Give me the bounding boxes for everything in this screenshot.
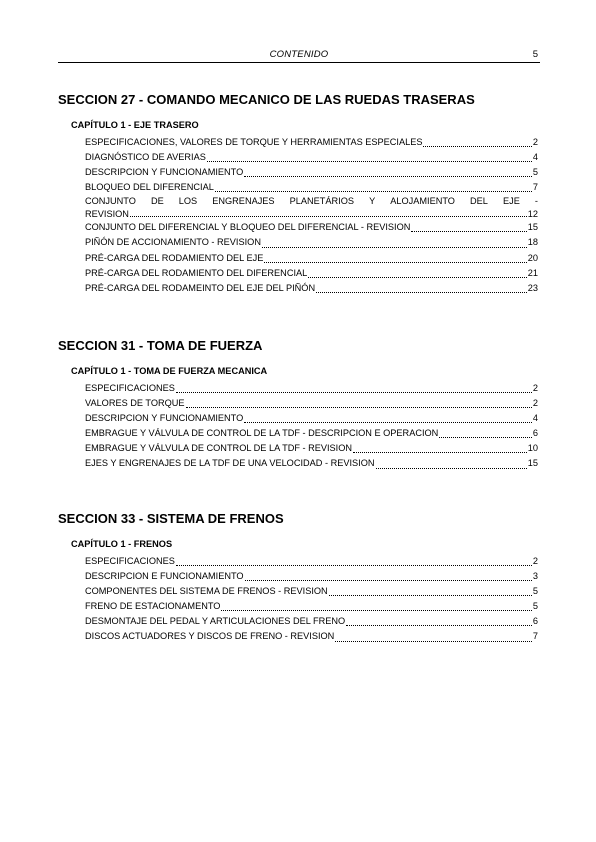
entry-text: CONJUNTO DEL DIFERENCIAL Y BLOQUEO DEL DIFERENCIAL - REVISION: [85, 222, 411, 233]
dot-leader: [262, 247, 527, 248]
entry-page: 3: [532, 571, 538, 582]
entry-page: 7: [532, 631, 538, 642]
section-title: SECCION 27 - COMANDO MECANICO DE LAS RUEDAS TRASERAS: [58, 92, 475, 107]
toc-entry[interactable]: [85, 629, 538, 644]
toc-entry[interactable]: [85, 235, 538, 250]
toc-entry[interactable]: [85, 220, 538, 235]
toc-entry[interactable]: [85, 381, 538, 396]
entry-word: Y: [369, 196, 376, 207]
dot-leader: [335, 641, 532, 642]
toc-entries: [85, 135, 538, 296]
toc-entry[interactable]: [85, 569, 538, 584]
entry-page: 2: [532, 398, 538, 409]
toc-entry[interactable]: [85, 456, 538, 471]
entry-page: 20: [527, 252, 538, 263]
toc-entry[interactable]: [85, 135, 538, 150]
entry-page: 5: [532, 167, 538, 178]
toc-entry[interactable]: [85, 266, 538, 281]
toc-entry[interactable]: [85, 281, 538, 296]
entry-text-line2: REVISION: [85, 208, 129, 219]
entry-text: BLOQUEO DEL DIFERENCIAL: [85, 182, 214, 193]
section-title: SECCION 33 - SISTEMA DE FRENOS: [58, 511, 284, 526]
entry-text: PRÉ-CARGA DEL RODAMIENTO DEL EJE: [85, 252, 264, 263]
toc-entry[interactable]: [85, 554, 538, 569]
entry-word: ENGRENAJES: [212, 196, 275, 207]
entry-page: 4: [532, 413, 538, 424]
entry-word: LOS: [178, 196, 198, 207]
entry-text: FRENO DE ESTACIONAMENTO: [85, 601, 221, 612]
toc-entry[interactable]: [85, 441, 538, 456]
dot-leader: [353, 452, 527, 453]
entry-text: VALORES DE TORQUE: [85, 398, 185, 409]
entry-page: 18: [527, 237, 538, 248]
dot-leader: [264, 262, 526, 263]
entry-text: EMBRAGUE Y VÁLVULA DE CONTROL DE LA TDF - DESCRIPCION E OPERACION: [85, 428, 439, 439]
chapter-title: CAPÍTULO 1 - TOMA DE FUERZA MECANICA: [71, 366, 268, 376]
toc-entry[interactable]: [85, 150, 538, 165]
entry-word: DEL: [470, 196, 488, 207]
toc-entry[interactable]: [85, 411, 538, 426]
entry-text: DIAGNÓSTICO DE AVERIAS: [85, 152, 206, 163]
dot-leader: [176, 392, 532, 393]
dot-leader: [439, 437, 532, 438]
dot-leader: [329, 595, 532, 596]
entry-page: 23: [527, 282, 538, 293]
entry-word: ALOJAMIENTO: [390, 196, 455, 207]
entry-text: DESCRIPCION Y FUNCIONAMIENTO: [85, 413, 244, 424]
header-title: CONTENIDO: [269, 49, 329, 60]
entry-page: 7: [532, 182, 538, 193]
dot-leader: [244, 422, 532, 423]
dot-leader: [221, 610, 531, 611]
entry-page: 10: [527, 443, 538, 454]
entry-text-line1: [85, 195, 538, 208]
header-page-number: 5: [532, 49, 538, 60]
dot-leader: [176, 565, 532, 566]
dot-leader: [316, 292, 527, 293]
entry-page: 2: [532, 383, 538, 393]
entry-page: 6: [532, 616, 538, 627]
dot-leader: [308, 277, 527, 278]
toc-entry[interactable]: [85, 195, 538, 220]
entry-word: -: [534, 196, 538, 207]
dot-leader: [186, 407, 532, 408]
entry-text: DISCOS ACTUADORES Y DISCOS DE FRENO - REVISION: [85, 631, 335, 642]
entry-page: 15: [527, 222, 538, 233]
entry-page: 12: [527, 208, 538, 219]
section-33: [58, 511, 540, 645]
entry-word: EJE: [502, 196, 520, 207]
toc-entry[interactable]: [85, 614, 538, 629]
toc-entry[interactable]: [85, 180, 538, 195]
chapter-title: CAPÍTULO 1 - EJE TRASERO: [71, 120, 199, 130]
toc-entries: [85, 554, 538, 645]
toc-entry[interactable]: [85, 165, 538, 180]
entry-page: 2: [532, 137, 538, 147]
chapter-title: CAPÍTULO 1 - FRENOS: [71, 539, 173, 549]
entry-text: DESCRIPCION Y FUNCIONAMIENTO: [85, 167, 244, 178]
toc-entry[interactable]: [85, 251, 538, 266]
toc-entry[interactable]: [85, 584, 538, 599]
toc-entry[interactable]: [85, 426, 538, 441]
entry-text: PRÉ-CARGA DEL RODAMEINTO DEL EJE DEL PIÑÓN: [85, 282, 316, 293]
entry-text: EMBRAGUE Y VÁLVULA DE CONTROL DE LA TDF - REVISION: [85, 443, 353, 454]
entry-page: 21: [527, 267, 538, 278]
section-title: SECCION 31 - TOMA DE FUERZA: [58, 338, 263, 353]
entry-text: DESCRIPCION E FUNCIONAMIENTO: [85, 571, 244, 582]
toc-entries: [85, 381, 538, 472]
section-31: [58, 338, 540, 472]
entry-text: ESPECIFICACIONES: [85, 383, 175, 393]
dot-leader: [245, 580, 532, 581]
entry-word: CONJUNTO: [85, 196, 136, 207]
dot-leader: [423, 146, 531, 147]
entry-text: DESMONTAJE DEL PEDAL Y ARTICULACIONES DEL FRENO: [85, 616, 346, 627]
entry-word: PLANETÁRIOS: [289, 196, 354, 207]
entry-text: ESPECIFICACIONES, VALORES DE TORQUE Y HERRAMIENTAS ESPECIALES: [85, 137, 423, 147]
entry-text: ESPECIFICACIONES: [85, 556, 175, 566]
dot-leader: [207, 161, 532, 162]
dot-leader: [244, 176, 532, 177]
entry-page: 4: [532, 152, 538, 163]
entry-word: DE: [150, 196, 164, 207]
entry-page: 5: [532, 586, 538, 597]
section-27: [58, 92, 540, 296]
entry-page: 15: [527, 458, 538, 469]
entry-text: EJES Y ENGRENAJES DE LA TDF DE UNA VELOCIDAD - REVISION: [85, 458, 375, 469]
entry-page: 5: [532, 601, 538, 612]
dot-leader: [411, 231, 526, 232]
entry-page: 2: [532, 556, 538, 566]
dot-leader: [376, 468, 527, 469]
toc-entry[interactable]: [85, 599, 538, 614]
entry-page: 6: [532, 428, 538, 439]
page-header: [58, 49, 540, 63]
dot-leader: [346, 625, 532, 626]
dot-leader: [215, 191, 532, 192]
entry-text: PRÉ-CARGA DEL RODAMIENTO DEL DIFERENCIAL: [85, 267, 308, 278]
entry-text: COMPONENTES DEL SISTEMA DE FRENOS - REVISION: [85, 586, 328, 597]
dot-leader: [130, 216, 527, 217]
toc-entry[interactable]: [85, 396, 538, 411]
entry-text: PIÑÓN DE ACCIONAMIENTO - REVISION: [85, 237, 261, 248]
